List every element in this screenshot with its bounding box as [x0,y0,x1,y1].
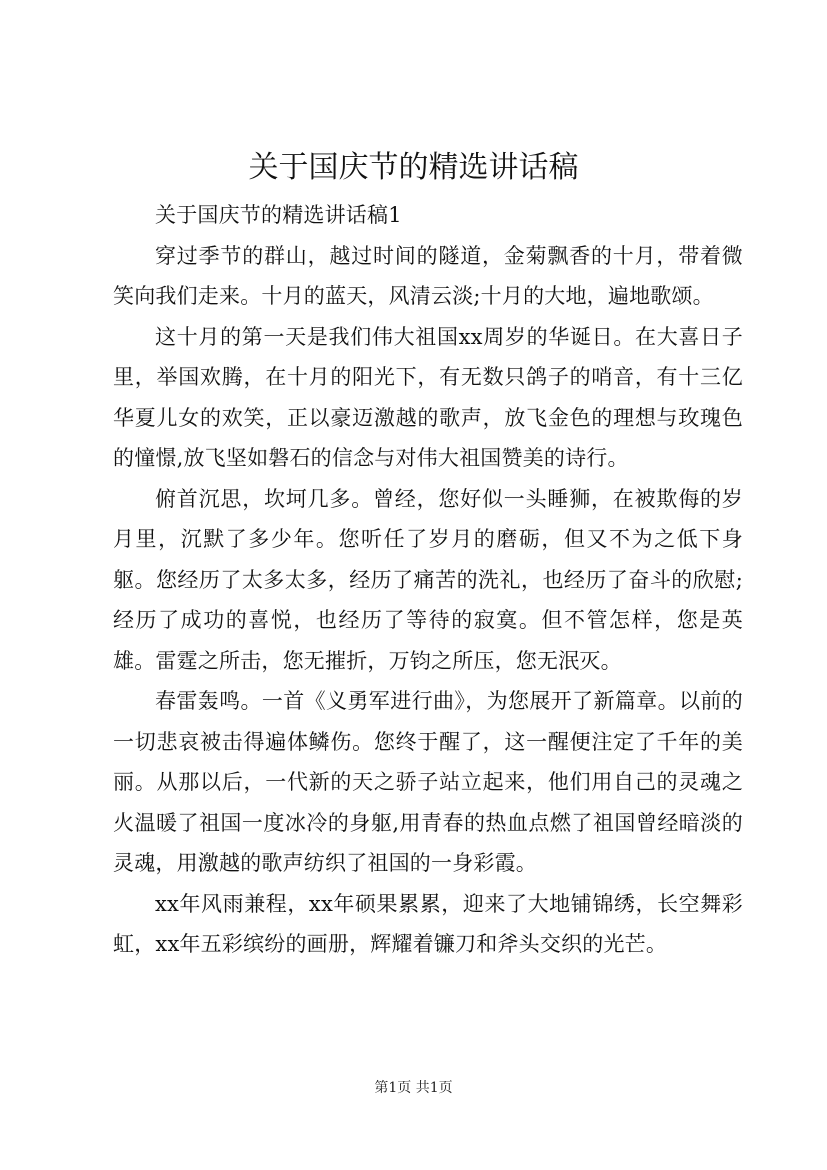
paragraph: 俯首沉思，坎坷几多。曾经，您好似一头睡狮，在被欺侮的岁月里，沉默了多少年。您听任了岁月的磨砺，但又不为之低下身躯。您经历了太多太多，经历了痛苦的洗礼，也经历了奋斗的欣慰;经历了成功的喜悦，也经历了等待的寂寞。但不管怎样，您是英雄。雷霆之所击，您无摧折，万钧之所压，您无泯灭。 [113,486,743,673]
document-title: 关于国庆节的精选讲话稿 [248,150,579,185]
paragraph: xx年风雨兼程，xx年硕果累累，迎来了大地铺锦绣，长空舞彩虹，xx年五彩缤纷的画册，辉耀着镰刀和斧头交织的光芒。 [113,891,743,956]
paragraph: 春雷轰鸣。一首《义勇军进行曲》，为您展开了新篇章。以前的一切悲哀被击得遍体鳞伤。您终于醒了，这一醒便注定了千年的美丽。从那以后，一代新的天之骄子站立起来，他们用自己的灵魂之火温暖了祖国一度冰冷的身躯,用青春的热血点燃了祖国曾经暗淡的灵魂，用激越的歌声纺织了祖国的一身彩霞。 [113,689,743,875]
page-number-footer: 第1页 共1页 [374,1080,453,1096]
document-body [113,195,743,965]
paragraph-subtitle: 关于国庆节的精选讲话稿1 [155,203,402,227]
paragraph: 穿过季节的群山，越过时间的隧道，金菊飘香的十月，带着微笑向我们走来。十月的蓝天，风清云淡;十月的大地，遍地歌颂。 [113,243,743,308]
paragraph: 这十月的第一天是我们伟大祖国xx周岁的华诞日。在大喜日子里，举国欢腾，在十月的阳光下，有无数只鸽子的哨音，有十三亿华夏儿女的欢笑，正以豪迈激越的歌声，放飞金色的理想与玫瑰色的憧憬,放飞坚如磐石的信念与对伟大祖国赞美的诗行。 [113,324,743,470]
